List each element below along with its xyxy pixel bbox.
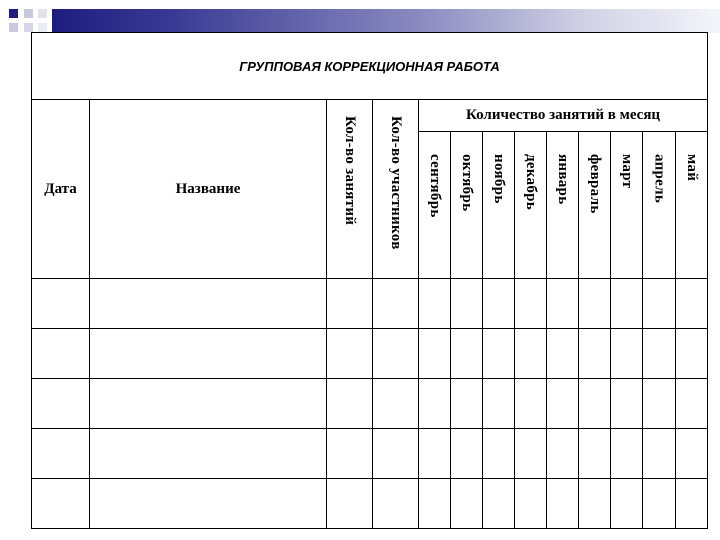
table-cell[interactable] (32, 379, 90, 429)
column-header-participants-count (373, 100, 419, 279)
month-label: апрель (651, 154, 668, 204)
table-cell[interactable] (90, 429, 327, 479)
table-cell[interactable] (32, 479, 90, 529)
month-header-may (676, 132, 708, 279)
column-header-sessions-count-label: Кол-во занятий (342, 116, 358, 226)
table-cell[interactable] (547, 479, 579, 529)
table-row (32, 329, 708, 379)
table-cell[interactable] (547, 429, 579, 479)
table-cell[interactable] (515, 379, 547, 429)
table-cell[interactable] (373, 429, 419, 479)
table-cell[interactable] (611, 379, 643, 429)
table-cell[interactable] (373, 479, 419, 529)
table-cell[interactable] (483, 429, 515, 479)
table-cell[interactable] (327, 279, 373, 329)
table-cell[interactable] (676, 329, 708, 379)
table-cell[interactable] (611, 429, 643, 479)
column-header-date (32, 100, 90, 279)
table-cell[interactable] (483, 279, 515, 329)
table-cell[interactable] (515, 429, 547, 479)
table-cell[interactable] (32, 329, 90, 379)
table-cell[interactable] (643, 379, 676, 429)
month-label: ноябрь (491, 154, 507, 204)
correction-work-table (31, 32, 708, 529)
month-label: февраль (587, 154, 603, 214)
month-label: май (684, 154, 701, 182)
table-cell[interactable] (676, 429, 708, 479)
table-row (32, 279, 708, 329)
table-cell[interactable] (419, 279, 451, 329)
month-header-december (515, 132, 547, 279)
table-cell[interactable] (90, 279, 327, 329)
month-header-march (611, 132, 643, 279)
decor-square-light (38, 23, 47, 32)
table-cell[interactable] (419, 429, 451, 479)
table-cell[interactable] (547, 379, 579, 429)
table-cell[interactable] (419, 329, 451, 379)
table-cell[interactable] (579, 279, 611, 329)
table-cell[interactable] (579, 479, 611, 529)
table-cell[interactable] (611, 279, 643, 329)
table-cell[interactable] (643, 479, 676, 529)
table-cell[interactable] (419, 479, 451, 529)
decor-square-light (38, 9, 47, 18)
table-cell[interactable] (483, 329, 515, 379)
table-cell[interactable] (90, 479, 327, 529)
column-header-name (90, 100, 327, 279)
table-cell[interactable] (547, 279, 579, 329)
table-cell[interactable] (515, 479, 547, 529)
table-cell[interactable] (611, 329, 643, 379)
table-cell[interactable] (676, 279, 708, 329)
month-header-november (483, 132, 515, 279)
table-cell[interactable] (611, 479, 643, 529)
table-cell[interactable] (676, 479, 708, 529)
table-cell[interactable] (373, 379, 419, 429)
table-cell[interactable] (90, 329, 327, 379)
column-header-sessions-count (327, 100, 373, 279)
table-cell[interactable] (451, 479, 483, 529)
table-cell[interactable] (451, 329, 483, 379)
table-cell[interactable] (90, 379, 327, 429)
month-label: декабрь (523, 154, 539, 211)
table-row (32, 379, 708, 429)
month-label: октябрь (459, 154, 475, 212)
table-cell[interactable] (327, 379, 373, 429)
table-cell[interactable] (32, 429, 90, 479)
table-title: ГРУППОВАЯ КОРРЕКЦИОННАЯ РАБОТА (32, 33, 708, 100)
table-cell[interactable] (327, 479, 373, 529)
table-cell[interactable] (579, 379, 611, 429)
table-row (32, 479, 708, 529)
table-cell[interactable] (515, 279, 547, 329)
table-cell[interactable] (419, 379, 451, 429)
month-label: январь (555, 154, 571, 205)
table-cell[interactable] (547, 329, 579, 379)
table-cell[interactable] (643, 329, 676, 379)
table-cell[interactable] (327, 429, 373, 479)
table-cell[interactable] (451, 279, 483, 329)
decor-gradient-bar (52, 9, 720, 33)
table-cell[interactable] (327, 329, 373, 379)
table-cell[interactable] (515, 329, 547, 379)
table-body (32, 279, 708, 529)
month-label: сентябрь (427, 154, 443, 218)
table-cell[interactable] (373, 279, 419, 329)
column-header-participants-count-label: Кол-во участников (388, 116, 404, 250)
table-row (32, 429, 708, 479)
table-cell[interactable] (32, 279, 90, 329)
month-header-september (419, 132, 451, 279)
column-header-name-label: Название (175, 180, 241, 197)
decor-square-light (9, 23, 18, 32)
table-cell[interactable] (373, 329, 419, 379)
decor-square-dark (9, 9, 18, 18)
table-cell[interactable] (643, 279, 676, 329)
table-cell[interactable] (483, 479, 515, 529)
table-cell[interactable] (451, 379, 483, 429)
decor-square-light (24, 9, 33, 18)
table-cell[interactable] (483, 379, 515, 429)
month-header-october (451, 132, 483, 279)
month-header-january (547, 132, 579, 279)
decor-square-light (24, 23, 33, 32)
table-cell[interactable] (643, 429, 676, 479)
table-cell[interactable] (676, 379, 708, 429)
month-header-april (643, 132, 676, 279)
table-cell[interactable] (579, 429, 611, 479)
column-header-sessions-per-month: Количество занятий в месяц (419, 100, 708, 132)
table-cell[interactable] (579, 329, 611, 379)
month-header-february (579, 132, 611, 279)
month-label: март (619, 154, 635, 189)
table-cell[interactable] (451, 429, 483, 479)
column-header-date-label: Дата (44, 180, 77, 197)
